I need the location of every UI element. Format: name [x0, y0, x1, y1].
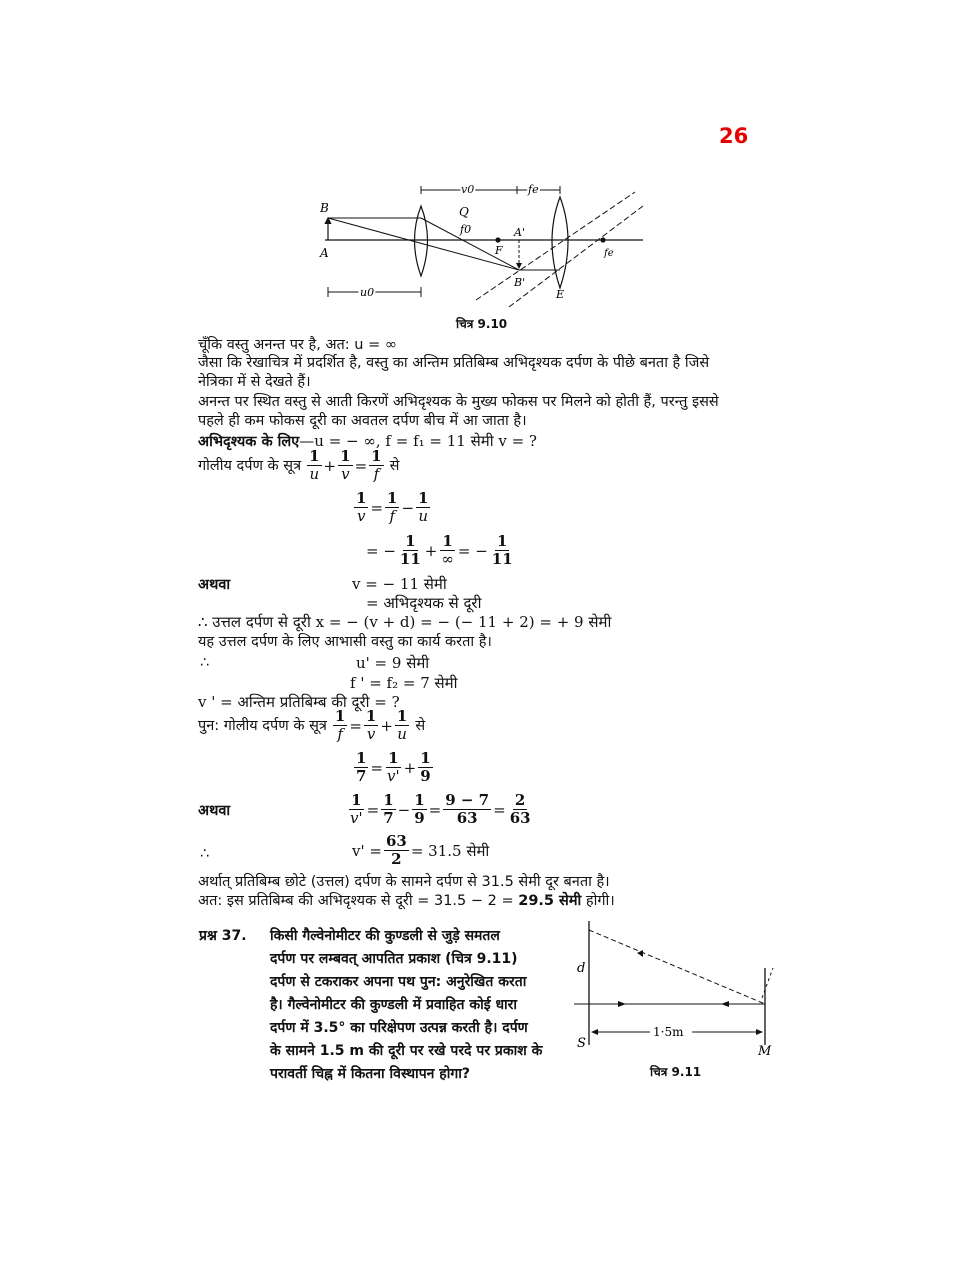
label-A-prime: A' [514, 226, 525, 239]
step-5-equation: v' = $\frac{63}{2}$ = 31.5 सेमी [352, 832, 490, 868]
label-M: M [758, 1044, 772, 1055]
therefore-symbol-2: ∴ [200, 846, 210, 862]
text-line-3: नेत्रिका में से देखते हैं। [198, 374, 311, 390]
label-A: A [320, 246, 329, 260]
label-E: E [556, 288, 565, 301]
conclusion-line-2: अत: इस प्रतिबिम्ब की अभिदृश्यक से दूरी = 31.5 − 2 = 29.5 सेमी होगी। [198, 893, 615, 909]
objective-values: —u = − ∞, f = f₁ = 11 सेमी v = ? [299, 432, 537, 450]
fraction-1-f: $\frac{1}{f}$ [371, 447, 382, 483]
label-S: S [577, 1036, 586, 1051]
athva-label-1: अथवा [198, 577, 231, 593]
v-prime-question: v ' = अन्तिम प्रतिबिम्ब की दूरी = ? [198, 693, 400, 711]
objective-label: अभिदृश्यक के लिए [198, 434, 300, 450]
final-answer: 29.5 सेमी [518, 893, 582, 909]
v-result: v = − 11 सेमी [352, 575, 447, 593]
text-line-1: चूँकि वस्तु अनन्त पर है, अत: u = ∞ [198, 337, 397, 353]
text-line-2: जैसा कि रेखाचित्र में प्रदर्शित है, वस्तु का अन्तिम प्रतिबिम्ब अभिदृश्यक दर्पण के पीछे बनता है जिसे [198, 355, 710, 371]
label-F: F [495, 244, 503, 257]
step-3-equation: $\frac{1}{7}$ = $\frac{1}{v'}$ + $\frac{1}{9}$ [356, 749, 431, 785]
label-v0: v0 [461, 183, 475, 196]
figure-9-10-caption: चित्र 9.10 [456, 317, 508, 331]
label-f0: f0 [460, 223, 472, 236]
page-number: 26 [719, 124, 749, 148]
text-line-5: पहले ही कम फोकस दूरी का अवतल दर्पण बीच में आ जाता है। [198, 413, 527, 429]
label-B: B [320, 201, 329, 215]
u-prime-value: u' = 9 सेमी [356, 654, 430, 672]
label-Q: Q [459, 205, 469, 219]
label-u0: u0 [360, 286, 375, 299]
step-2-equation: = − $\frac{1}{11}$ + $\frac{1}{\infty}$ = − $\frac{1}{11}$ [366, 532, 513, 568]
mirror-formula-line: गोलीय दर्पण के सूत्र $\frac{1}{u}$ + $\frac{1}{v}$ = $\frac{1}{f}$ से [198, 447, 400, 483]
v-meaning: = अभिदृश्यक से दूरी [366, 594, 482, 612]
therefore-symbol-1: ∴ [200, 655, 210, 671]
conclusion-line-1: अर्थात् प्रतिबिम्ब छोटे (उत्तल) दर्पण के सामने दर्पण से 31.5 सेमी दूर बनता है। [198, 874, 610, 890]
text-line-4: अनन्त पर स्थित वस्तु से आती किरणें अभिदृश्यक के मुख्य फोकस पर मिलने को होती हैं, परन्तु इससे [198, 394, 719, 410]
figure-9-11-galvanometer-diagram [570, 915, 790, 1055]
question-37-text: किसी गैल्वेनोमीटर की कुण्डली से जुड़े समतल दर्पण पर लम्बवत् आपतित प्रकाश (चित्र 9.11) दर्पण से टकराकर अपना पथ पुन: अनुरेखित करता है। गैल्वेनोमीटर की कुण्डली में प्रवाहित कोई धारा दर्पण में 3.5° का परिक्षेपण उत्पन्न करती है। दर्पण के सामने 1.5 m की दूरी पर रखे परदे पर प्रकाश के परावर्ती चिह्न में कितना विस्थापन होगा? [270, 928, 543, 1082]
fraction-1-v: $\frac{1}{v}$ [340, 447, 351, 483]
label-fe: fe [604, 248, 614, 259]
convex-mirror-distance: ∴ उत्तल दर्पण से दूरी x = − (v + d) = − (− 11 + 2) = + 9 सेमी [198, 613, 612, 631]
step-4-equation: $\frac{1}{v'}$ = $\frac{1}{7}$ − $\frac{1}{9}$ = $\frac{9 - 7}{63}$ = $\frac{2}{63}$ [350, 791, 531, 827]
label-fe-top: fe [528, 183, 539, 196]
label-distance: 1·5m [653, 1025, 684, 1039]
mirror-formula-2-line: पुन: गोलीय दर्पण के सूत्र $\frac{1}{f}$ = $\frac{1}{v}$ + $\frac{1}{u}$ से [198, 707, 426, 743]
figure-9-10-lens-diagram [310, 175, 660, 310]
f-prime-value: f ' = f₂ = 7 सेमी [350, 674, 458, 692]
formula-intro: गोलीय दर्पण के सूत्र [198, 457, 302, 474]
athva-label-2: अथवा [198, 803, 231, 819]
fraction-1-u: $\frac{1}{u}$ [309, 447, 320, 483]
label-B-prime: B' [514, 276, 526, 289]
figure-9-11-caption: चित्र 9.11 [650, 1065, 702, 1079]
label-d: d [577, 961, 586, 976]
virtual-object-note: यह उत्तल दर्पण के लिए आभासी वस्तु का कार्य करता है। [198, 634, 492, 650]
formula-suffix: से [389, 457, 400, 474]
step-1-equation: $\frac{1}{v}$ = $\frac{1}{f}$ − $\frac{1}{u}$ [356, 489, 429, 525]
formula2-intro: पुन: गोलीय दर्पण के सूत्र [198, 717, 327, 734]
formula2-suffix: से [415, 717, 426, 734]
question-37-label: प्रश्न 37. [199, 928, 247, 944]
